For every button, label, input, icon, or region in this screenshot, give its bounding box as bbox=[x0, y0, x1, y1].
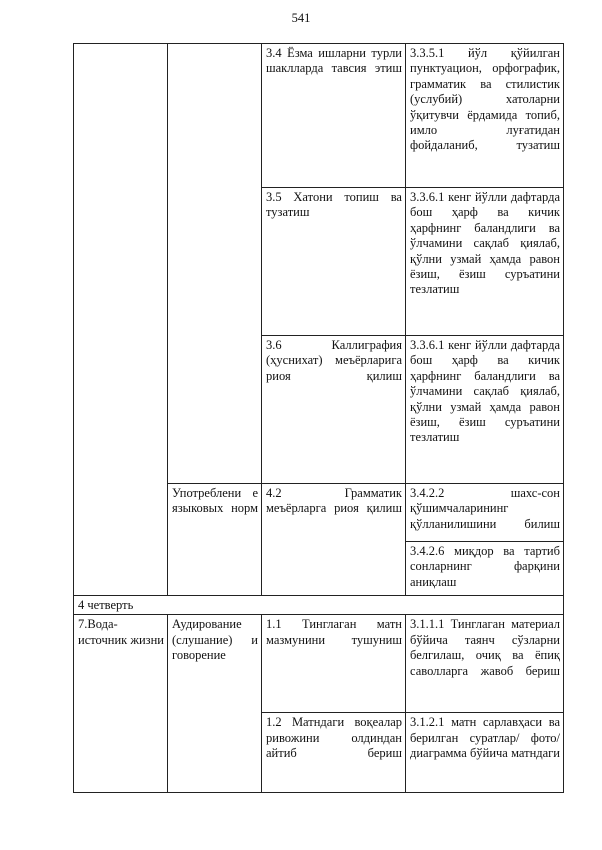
goal-cell: 3.5 Хатони топиш ва тузатиш bbox=[262, 188, 406, 336]
outcome-cell: 3.3.6.1 кенг йўлли дафтарда бош ҳарф ва кичик ҳарфнинг баландлиги ва ўлчамини сақлаб қиялаб, қўлни узмай ҳамда равон ёзиш, ёзиш суръатини тезлатиш bbox=[406, 336, 564, 484]
outcome-cell: 3.1.1.1 Тинглаган материал бўйича таянч сўзларни белгилаш, очиқ ва ёпиқ саволларга жавоб бериш bbox=[406, 615, 564, 713]
quarter-row bbox=[74, 596, 564, 615]
theme-cell bbox=[74, 44, 168, 596]
goal-cell: 1.1 Тинглаган матн мазмунини тушуниш bbox=[262, 615, 406, 713]
table-row bbox=[74, 44, 564, 188]
skill-cell bbox=[168, 44, 262, 484]
outcome-cell: 3.1.2.1 матн сарлавҳаси ва берилган суратлар/ фото/ диаграмма бўйича матндаги bbox=[406, 713, 564, 793]
theme-cell: 7.Вода-источник жизни bbox=[74, 615, 168, 793]
skill-cell: Употреблени е языковых норм bbox=[168, 484, 262, 596]
skill-cell: Аудирование (слушание) и говорение bbox=[168, 615, 262, 793]
outcome-cell: 3.3.5.1 йўл қўйилган пунктуацион, орфографик, грамматик ва стилистик (услубий) хатоларни ўқитувчи ёрдамида топиб, имло луғатидан фойдаланиб, тузатиш bbox=[406, 44, 564, 188]
table-row bbox=[74, 615, 564, 713]
page-number: 541 bbox=[291, 11, 311, 25]
outcome-cell: 3.4.2.2 шахс-сон қўшимчаларининг қўлланилишини билиш bbox=[406, 484, 564, 542]
curriculum-table bbox=[73, 43, 564, 793]
outcome-cell: 3.4.2.6 миқдор ва тартиб сонларнинг фарқини аниқлаш bbox=[406, 542, 564, 596]
goal-cell: 3.6 Каллиграфия (ҳуснихат) меъёрларига риоя қилиш bbox=[262, 336, 406, 484]
goal-cell: 3.4 Ёзма ишларни турли шаклларда тавсия этиш bbox=[262, 44, 406, 188]
goal-cell: 1.2 Матндаги воқеалар ривожини олдиндан айтиб бериш bbox=[262, 713, 406, 793]
outcome-cell: 3.3.6.1 кенг йўлли дафтарда бош ҳарф ва кичик ҳарфнинг баландлиги ва ўлчамини сақлаб қиялаб, қўлни узмай ҳамда равон ёзиш, ёзиш суръатини тезлатиш bbox=[406, 188, 564, 336]
quarter-cell: 4 четверть bbox=[74, 596, 564, 615]
goal-cell: 4.2 Грамматик меъёрларга риоя қилиш bbox=[262, 484, 406, 596]
